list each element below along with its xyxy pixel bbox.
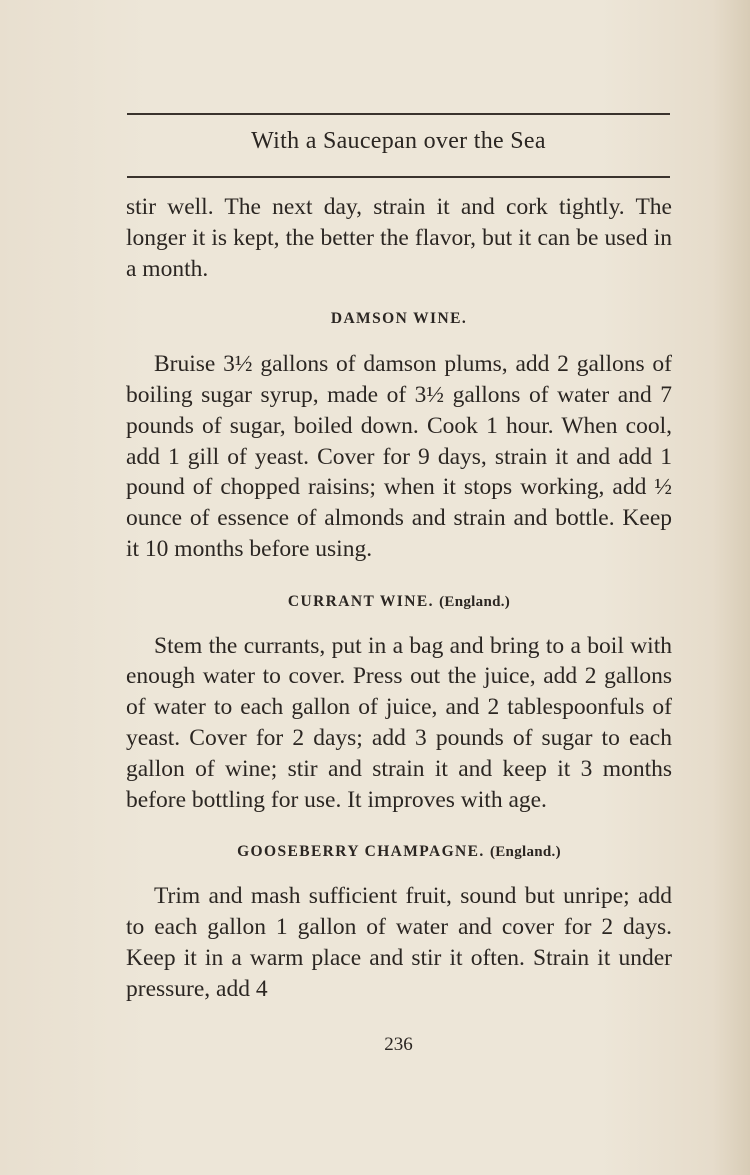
recipe-heading-currant-wine — [126, 587, 672, 618]
recipe-region: (England.) — [439, 593, 511, 610]
header-rule-bottom — [127, 176, 670, 178]
recipe-title: GOOSEBERRY CHAMPAGNE. — [237, 843, 485, 861]
running-title: With a Saucepan over the Sea — [251, 128, 546, 154]
page-number: 236 — [384, 1034, 413, 1055]
recipe-text-damson-wine: Bruise 3½ gallons of damson plums, add 2 gallons of boiling sugar syrup, made of 3½ gallons of water and 7 pounds of sugar, boiled down. Cook 1 hour. When cool, add 1 gill of yeast. Cover for 9 days, strain it and add 1 pound of chopped raisins; when it stops working, add ½ ounce of essence of almonds and strain and bottle. Keep it 10 months before using. — [126, 351, 672, 562]
page-body — [126, 192, 672, 1004]
recipe-text-gooseberry-champagne: Trim and mash sufficient fruit, sound but unripe; add to each gallon 1 gallon of water and cover for 2 days. Keep it in a warm place and stir it often. Strain it under pressure, add 4 — [126, 883, 672, 1002]
header-rule-top — [127, 113, 670, 115]
recipe-region: (England.) — [489, 844, 561, 861]
recipe-text-currant-wine: Stem the currants, put in a bag and bring to a boil with enough water to cover. Press out the juice, add 2 gallons of water to each gallon of juice, and 2 tablespoonfuls of yeast. Cover for 2 days; add 3 pounds of sugar to each gallon of wine; stir and strain it and keep it 3 months before bottling for use. It improves with age. — [126, 632, 672, 813]
intro-paragraph: stir well. The next day, strain it and cork tightly. The longer it is kept, the better the flavor, but it can be used in a month. — [126, 194, 672, 282]
recipe-title: DAMSON WINE. — [330, 310, 468, 328]
recipe-heading-gooseberry-champagne — [126, 837, 672, 868]
recipe-heading-damson-wine — [126, 304, 672, 335]
recipe-title: CURRANT WINE. — [287, 592, 434, 610]
